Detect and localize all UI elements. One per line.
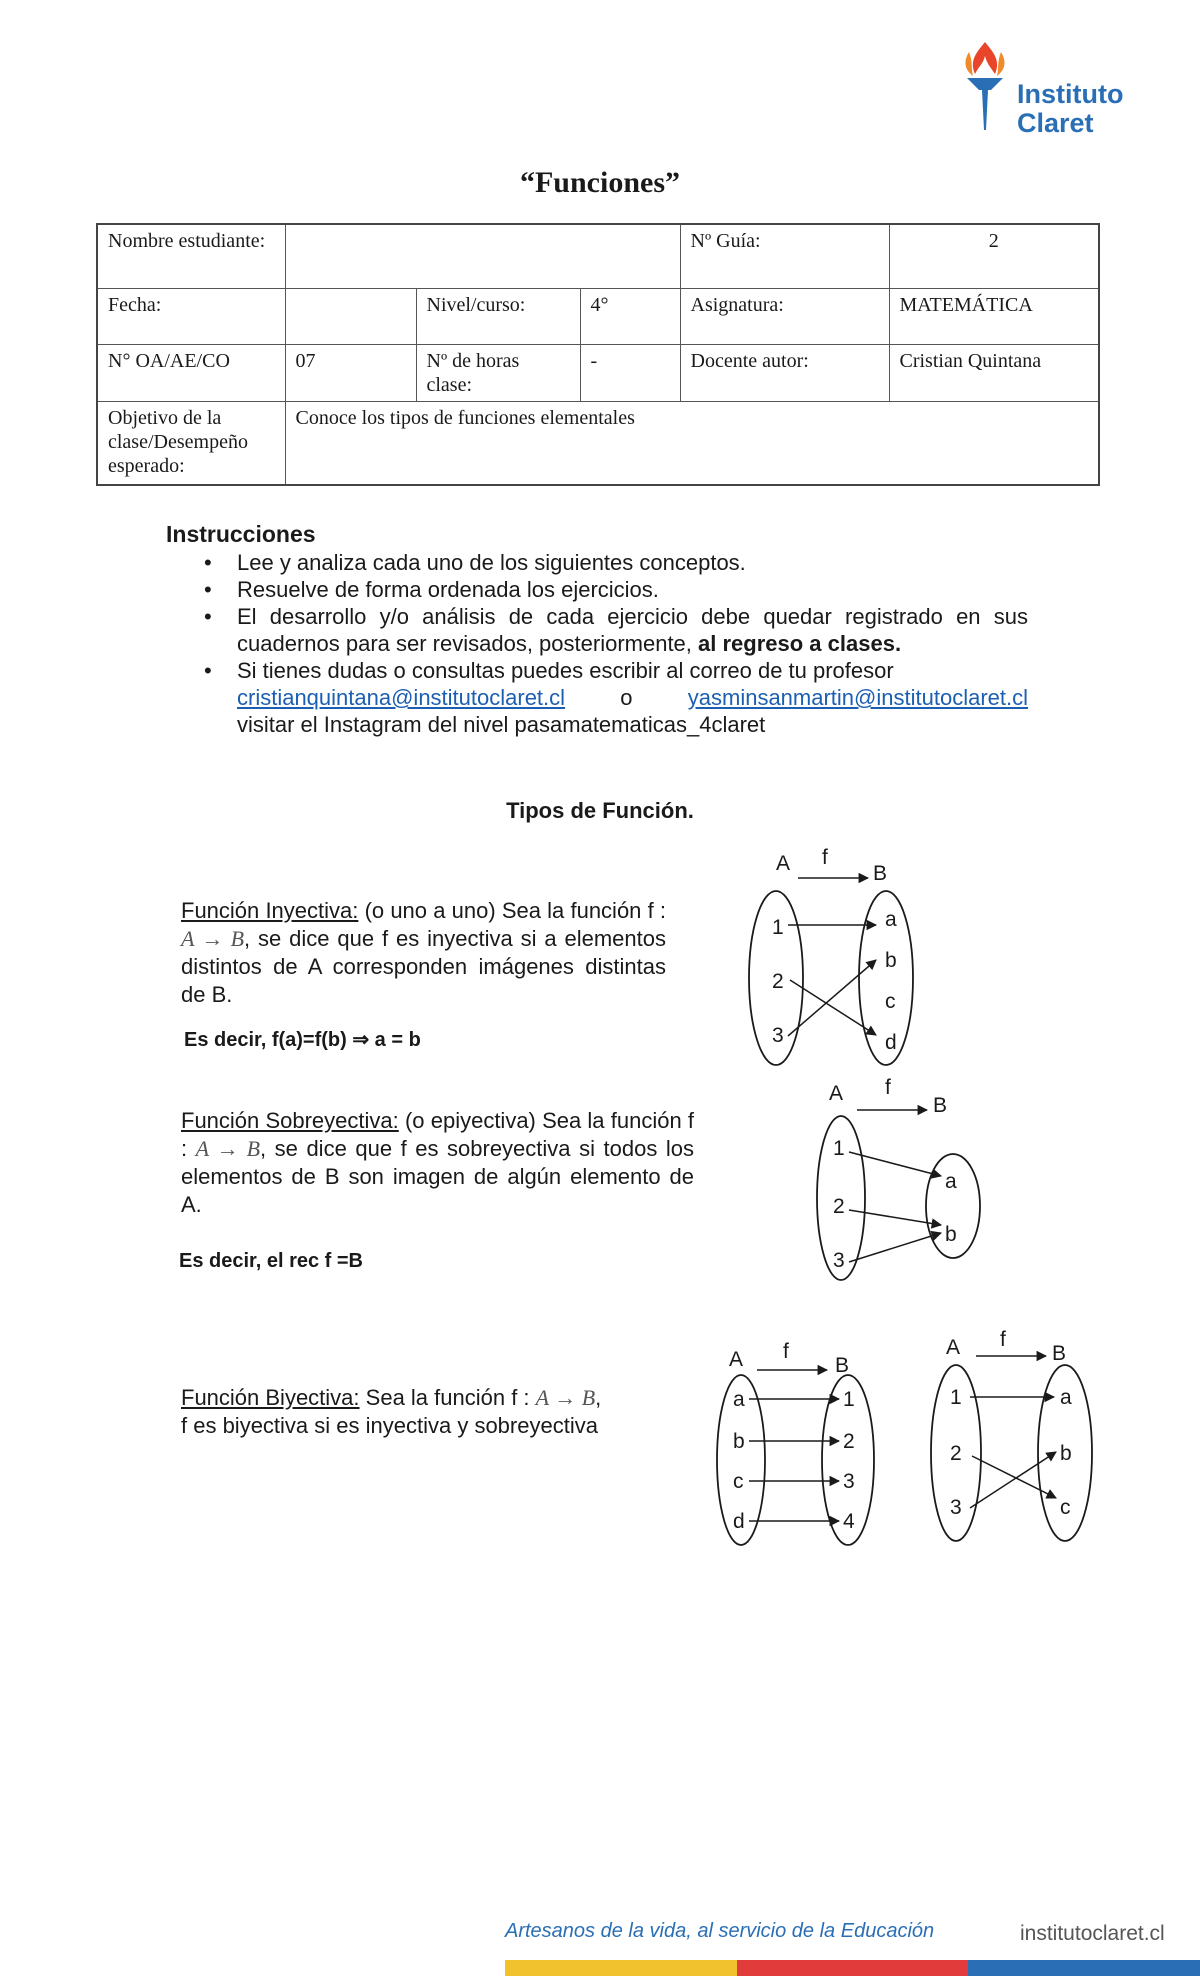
domain-element: 1 [950, 1386, 962, 1409]
biyectiva-diagram-2 [928, 1318, 1103, 1543]
docente-label: Docente autor: [680, 344, 889, 401]
domain-element: d [733, 1510, 745, 1533]
codomain-element: 2 [843, 1430, 855, 1453]
instructions-list [204, 549, 1028, 738]
f-label: f [822, 846, 828, 869]
domain-element: 1 [833, 1137, 845, 1160]
codomain-element: d [885, 1031, 897, 1054]
codomain-element: a [945, 1170, 957, 1193]
mapping-arrow [972, 1456, 1056, 1498]
sobreyectiva-definition [181, 1107, 694, 1219]
instruction-3-bold: al regreso a clases. [698, 631, 902, 656]
list-item [204, 657, 1028, 738]
sobreyectiva-math: A → B [195, 1136, 261, 1161]
inyectiva-name: Función Inyectiva: [181, 898, 359, 923]
sobreyectiva-text2: , se dice que f es sobreyectiva si todos los elementos de B son imagen de algún elemento de A. [181, 1136, 694, 1217]
types-heading: Tipos de Función. [506, 798, 694, 823]
document-title: “Funciones” [519, 166, 681, 199]
email-link-cristian[interactable]: cristianquintana@institutoclaret.cl [237, 685, 566, 710]
sobreyectiva-name: Función Sobreyectiva: [181, 1108, 399, 1133]
footer-site: institutoclaret.cl [1020, 1922, 1165, 1945]
codomain-element: 1 [843, 1388, 855, 1411]
or-text: o [620, 685, 633, 710]
objetivo-label: Objetivo de la clase/Desempeño esperado: [97, 401, 285, 485]
codomain-element: a [1060, 1386, 1072, 1409]
horas-label: Nº de horas clase: [416, 344, 580, 401]
inyectiva-diagram [740, 840, 940, 1070]
instruction-1: Lee y analiza cada uno de los siguientes conceptos. [237, 550, 746, 575]
mapping-arrow [970, 1452, 1056, 1508]
nombre-value[interactable] [285, 224, 680, 288]
domain-element: 3 [772, 1024, 784, 1047]
inyectiva-definition [181, 897, 666, 1009]
logo-text [1017, 80, 1123, 138]
inyectiva-text1: (o uno a uno) Sea la función f : [364, 898, 666, 923]
codomain-element: b [885, 949, 897, 972]
domain-element: c [733, 1470, 744, 1493]
set-b-label: B [873, 862, 888, 885]
instruction-3: El desarrollo y/o análisis de cada ejercicio debe quedar registrado en sus cuadernos para ser revisados, posteriormente, [237, 604, 1028, 656]
docente-value: Cristian Quintana [889, 344, 1099, 401]
domain-element: b [733, 1430, 745, 1453]
mapping-arrow [790, 980, 876, 1035]
fecha-label: Fecha: [97, 288, 285, 344]
domain-element: 1 [772, 916, 784, 939]
list-item [204, 576, 1028, 603]
codomain-element: a [885, 908, 897, 931]
f-label: f [885, 1076, 891, 1099]
institute-logo [955, 38, 1170, 138]
inyectiva-math: A → B [181, 926, 245, 951]
logo-line2: Claret [1017, 108, 1094, 138]
bullet-icon: • [204, 604, 212, 629]
oa-value: 07 [285, 344, 416, 401]
sobreyectiva-diagram [805, 1070, 1005, 1285]
codomain-element: c [885, 990, 896, 1013]
email-link-yasmin[interactable]: yasminsanmartin@institutoclaret.cl [687, 685, 1028, 710]
biyectiva-math: A → B [535, 1385, 596, 1410]
biyectiva-diagram-1 [713, 1330, 888, 1550]
domain-element: 2 [950, 1442, 962, 1465]
footer-bar-red [737, 1960, 969, 1976]
bullet-icon: • [204, 550, 212, 575]
footer-bar-blue [968, 1960, 1200, 1976]
sobreyectiva-es-decir: Es decir, el rec f =B [179, 1250, 363, 1272]
email-row [237, 684, 1028, 711]
footer-slogan: Artesanos de la vida, al servicio de la Educación [505, 1920, 935, 1942]
bullet-icon: • [204, 658, 212, 683]
guia-label: Nº Guía: [680, 224, 889, 288]
list-item [204, 603, 1028, 657]
student-info-table [96, 223, 1100, 486]
instruction-2: Resuelve de forma ordenada los ejercicios. [237, 577, 659, 602]
asignatura-label: Asignatura: [680, 288, 889, 344]
domain-element: 3 [950, 1496, 962, 1519]
footer-bar-yellow [505, 1960, 737, 1976]
f-label: f [1000, 1328, 1006, 1351]
domain-element: 2 [772, 970, 784, 993]
horas-value: - [580, 344, 680, 401]
oa-label: N° OA/AE/CO [97, 344, 285, 401]
f-label: f [783, 1340, 789, 1363]
logo-line1: Instituto [1017, 79, 1124, 109]
domain-element: 3 [833, 1249, 845, 1272]
biyectiva-text3: f es biyectiva si es inyectiva y sobreyectiva [181, 1413, 598, 1438]
instagram-text: visitar el Instagram del nivel pasamatematicas_4claret [237, 712, 766, 737]
nivel-label: Nivel/curso: [416, 288, 580, 344]
set-b-label: B [933, 1094, 948, 1117]
codomain-element: c [1060, 1496, 1071, 1519]
set-b-label: B [1052, 1342, 1067, 1365]
codomain-element: b [1060, 1442, 1072, 1465]
biyectiva-name: Función Biyectiva: [181, 1385, 360, 1410]
guia-value: 2 [889, 224, 1099, 288]
instructions-heading: Instrucciones [166, 521, 316, 547]
sobreyectiva-text1: (o epiyectiva) Sea la función f : [181, 1108, 694, 1161]
domain-element: 2 [833, 1195, 845, 1218]
torch-icon [955, 38, 1015, 138]
footer-color-bar [505, 1960, 1200, 1976]
nombre-label: Nombre estudiante: [97, 224, 285, 288]
biyectiva-text1: Sea la función f : [365, 1385, 530, 1410]
inyectiva-text2: , se dice que f es inyectiva si a elementos distintos de A corresponden imágenes distintas de B. [181, 926, 666, 1007]
codomain-element: 3 [843, 1470, 855, 1493]
bullet-icon: • [204, 577, 212, 602]
instruction-4: Si tienes dudas o consultas puedes escribir al correo de tu profesor [237, 658, 894, 683]
biyectiva-definition [181, 1384, 651, 1440]
codomain-element: b [945, 1223, 957, 1246]
biyectiva-text2: , [595, 1385, 602, 1410]
biyectiva-line1 [181, 1384, 651, 1412]
codomain-element: 4 [843, 1510, 855, 1533]
objetivo-value: Conoce los tipos de funciones elementales [285, 401, 1099, 485]
inyectiva-es-decir: Es decir, f(a)=f(b) ⇒ a = b [184, 1029, 421, 1051]
domain-element: a [733, 1388, 745, 1411]
set-a-label: A [946, 1336, 961, 1359]
fecha-value[interactable] [285, 288, 416, 344]
nivel-value: 4° [580, 288, 680, 344]
set-a-label: A [776, 852, 791, 875]
list-item [204, 549, 1028, 576]
set-a-label: A [829, 1082, 844, 1105]
set-b-label: B [835, 1354, 850, 1377]
asignatura-value: MATEMÁTICA [889, 288, 1099, 344]
set-a-label: A [729, 1348, 744, 1371]
